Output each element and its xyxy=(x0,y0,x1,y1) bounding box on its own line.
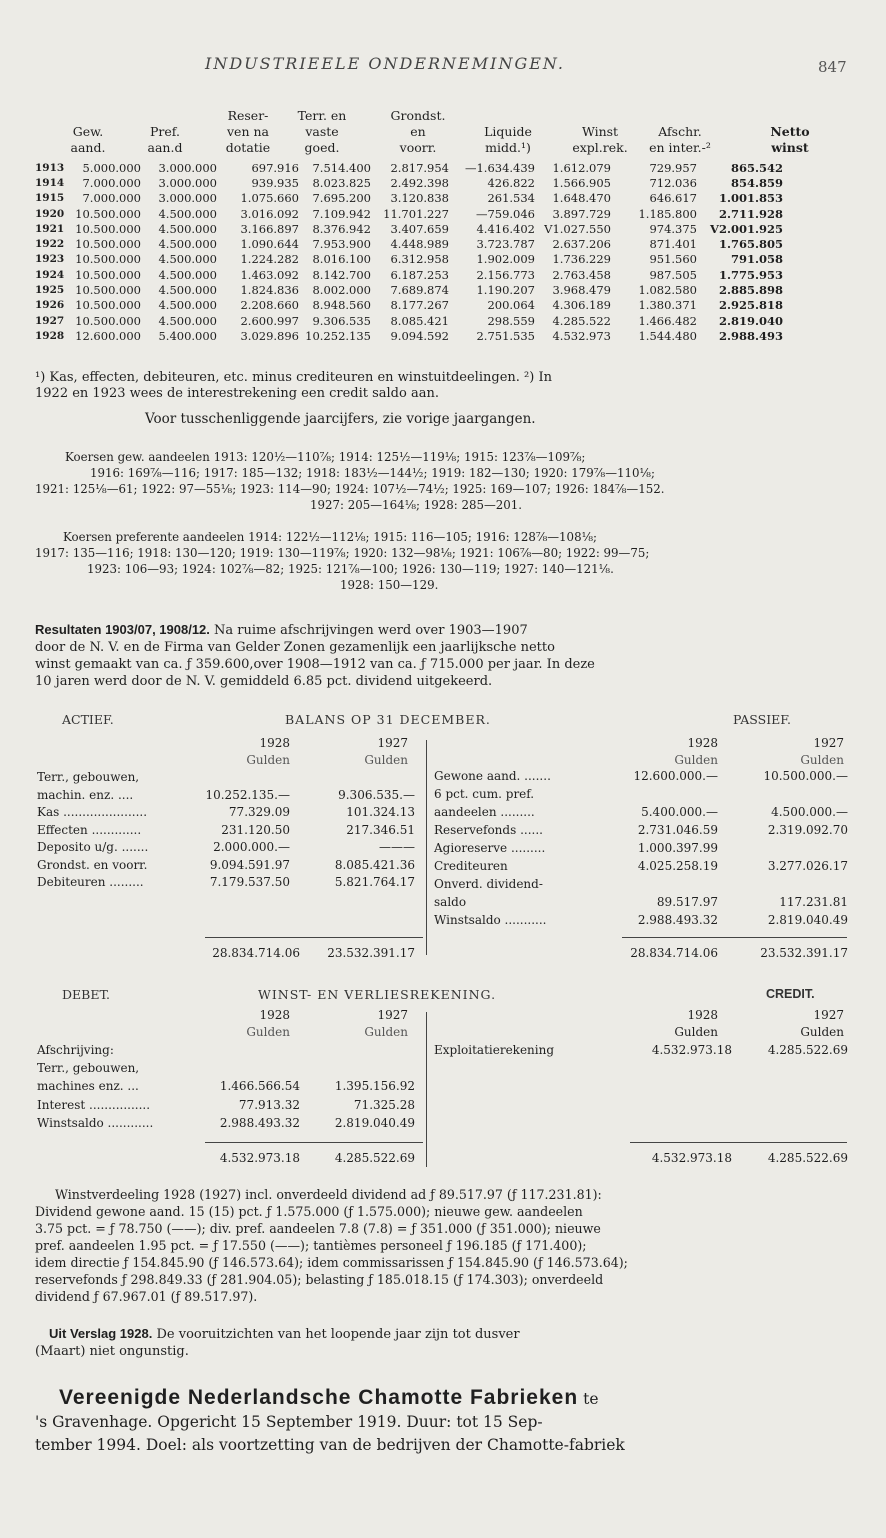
value-cell: 4.500.000 xyxy=(158,313,217,328)
total-rule xyxy=(630,1142,847,1143)
column-header: Reser- xyxy=(227,108,269,123)
total-rule xyxy=(205,937,423,938)
value-cell: 4.500.000 xyxy=(158,298,217,313)
value-cell: 697.916 xyxy=(251,160,299,175)
winstverdeeling-paragraph xyxy=(35,1186,855,1305)
value-cell: 951.560 xyxy=(649,252,697,267)
table-row xyxy=(32,175,786,190)
value-cell: 4.416.402 xyxy=(476,221,535,236)
value-cell: 8.948.560 xyxy=(312,298,371,313)
value-cell: 3.000.000 xyxy=(158,191,217,206)
table-row xyxy=(32,313,786,328)
account-value: 2.819.040.49 xyxy=(334,1115,415,1130)
value-cell: 7.109.942 xyxy=(312,206,371,221)
yearly-figures-table xyxy=(32,160,786,344)
company-paragraph: Vereenigde Nederlandsche Chamotte Fabrieken te 's Gravenhage. Opgericht 15 September 1919. Duur: tot 15 Sep- tember 1994. Doel: als voortzetting van de bedrijven der Chamotte-fabriek xyxy=(35,1386,855,1457)
value-cell: 3.407.659 xyxy=(390,221,449,236)
year-header: 1927 xyxy=(377,1008,408,1022)
table-row xyxy=(32,221,786,236)
year-cell: 1921 xyxy=(35,222,65,235)
wv-total: 4.532.973.18 xyxy=(651,1151,732,1165)
value-cell: 1.544.480 xyxy=(638,328,697,343)
account-label: 6 pct. cum. pref. xyxy=(434,787,535,801)
value-cell: 712.036 xyxy=(649,175,697,190)
value-cell: 1.765.805 xyxy=(718,237,783,252)
account-label: Onverd. dividend- xyxy=(434,877,543,891)
value-cell: 1.824.836 xyxy=(240,283,299,298)
divider xyxy=(426,740,427,955)
column-header: aan.d xyxy=(147,140,183,155)
account-value: 89.517.97 xyxy=(656,895,718,909)
value-cell: 4.500.000 xyxy=(158,237,217,252)
value-cell: 5.400.000 xyxy=(158,328,217,343)
value-cell: 6.312.958 xyxy=(390,252,449,267)
account-label: Afschrijving: xyxy=(37,1043,114,1057)
column-header: Winst xyxy=(581,124,619,139)
value-cell: 2.763.458 xyxy=(552,267,611,282)
account-value: 2.000.000.— xyxy=(213,840,290,854)
year-cell: 1913 xyxy=(35,161,65,174)
table-row xyxy=(32,282,786,297)
year-cell: 1914 xyxy=(35,176,65,189)
value-cell: 4.285.522 xyxy=(552,313,611,328)
value-cell: 2.637.206 xyxy=(552,237,611,252)
year-header: 1927 xyxy=(813,1008,844,1022)
value-cell: 10.500.000 xyxy=(75,267,141,282)
account-value: 217.346.51 xyxy=(346,822,415,837)
value-cell: —759.046 xyxy=(475,206,535,221)
value-cell: 1.566.905 xyxy=(552,175,611,190)
account-label: Exploitatierekening xyxy=(434,1043,555,1057)
koersen-gewone-aandeelen xyxy=(35,449,855,513)
value-cell: 987.505 xyxy=(649,267,697,282)
koersen-line: Koersen preferente aandeelen 1914: 122½—112⅛; 1915: 116—105; 1916: 128⅞—108⅛; xyxy=(63,530,597,544)
koersen-preferente-aandeelen xyxy=(35,529,855,593)
value-cell: 7.000.000 xyxy=(82,191,141,206)
koersen-line: 1923: 106—93; 1924: 102⅞—82; 1925: 121⅞—100; 1926: 130—119; 1927: 140—121⅛. xyxy=(87,562,614,576)
passief-label: PASSIEF. xyxy=(733,712,791,727)
koersen-line: Koersen gew. aandeelen 1913: 120½—110⅞; 1914: 125½—119⅛; 1915: 123⅞—109⅞; xyxy=(65,450,586,464)
table-row xyxy=(32,267,786,282)
account-value: 4.500.000.— xyxy=(771,805,848,819)
value-cell: 1.775.953 xyxy=(718,267,783,282)
value-cell: 2.925.818 xyxy=(718,298,783,313)
footnote xyxy=(35,370,855,402)
value-cell: 3.016.092 xyxy=(240,206,299,221)
unit-header: Gulden xyxy=(800,1025,844,1039)
unit-header: Gulden xyxy=(674,1025,718,1039)
value-cell: 9.094.592 xyxy=(390,328,449,343)
running-header: INDUSTRIEELE ONDERNEMINGEN. xyxy=(205,54,565,73)
verslag-heading: Uit Verslag 1928. xyxy=(49,1326,153,1341)
account-label: Terr., gebouwen, xyxy=(37,770,140,784)
company-line: tember 1994. Doel: als voortzetting van de bedrijven der Chamotte-fabriek xyxy=(35,1436,625,1454)
resultaten-line: winst gemaakt van ca. ƒ 359.600,over 1908—1912 van ca. ƒ 715.000 per jaar. In deze xyxy=(35,657,595,672)
actief-label: ACTIEF. xyxy=(62,712,114,727)
value-cell: 12.600.000 xyxy=(75,328,141,343)
value-cell: 3.968.479 xyxy=(552,283,611,298)
account-value: 2.319.092.70 xyxy=(767,823,848,837)
resultaten-line: door de N. V. en de Firma van Gelder Zonen gezamenlijk een jaarlijksche netto xyxy=(35,640,555,655)
account-value: 7.179.537.50 xyxy=(209,875,290,889)
value-cell: 10.500.000 xyxy=(75,221,141,236)
account-label: Effecten ............. xyxy=(37,822,142,837)
value-cell: 11.701.227 xyxy=(383,206,449,221)
year-cell: 1928 xyxy=(35,329,65,342)
year-header: 1927 xyxy=(377,736,408,750)
value-cell: 4.306.189 xyxy=(552,298,611,313)
page-number: 847 xyxy=(818,58,847,76)
value-cell: 10.500.000 xyxy=(75,252,141,267)
value-cell: 8.376.942 xyxy=(312,221,371,236)
debet-label: DEBET. xyxy=(62,987,110,1002)
resultaten-heading: Resultaten 1903/07, 1908/12. xyxy=(35,622,210,637)
winstverdeeling-line: pref. aandeelen 1.95 pct. = ƒ 17.550 (——); tantièmes personeel ƒ 196.185 (ƒ 171.400); xyxy=(35,1238,587,1253)
value-cell: 2.208.660 xyxy=(240,298,299,313)
column-header: goed. xyxy=(304,140,340,155)
value-cell: 1.648.470 xyxy=(552,191,611,206)
value-cell: 2.711.928 xyxy=(718,206,783,221)
value-cell: 4.500.000 xyxy=(158,206,217,221)
account-value: ——— xyxy=(379,840,415,854)
account-label: Agioreserve ......... xyxy=(434,841,546,855)
value-cell: 2.751.535 xyxy=(476,328,535,343)
year-header: 1928 xyxy=(259,1008,290,1022)
winstverdeeling-line: Dividend gewone aand. 15 (15) pct. ƒ 1.575.000 (ƒ 1.575.000); nieuwe gew. aandeelen xyxy=(35,1204,583,1219)
table-row xyxy=(32,206,786,221)
account-label: saldo xyxy=(434,895,467,909)
year-cell: 1920 xyxy=(35,207,65,220)
year-cell: 1924 xyxy=(35,268,65,281)
value-cell: 3.000.000 xyxy=(158,175,217,190)
value-cell: 4.500.000 xyxy=(158,283,217,298)
credit-label: CREDIT. xyxy=(766,987,815,1001)
value-cell: 1.090.644 xyxy=(240,237,299,252)
account-value: 1.395.156.92 xyxy=(334,1079,415,1094)
koersen-line: 1917: 135—116; 1918: 130—120; 1919: 130—119⅞; 1920: 132—98⅛; 1921: 106⅞—80; 1922: 99—75; xyxy=(35,546,650,560)
value-cell: 10.500.000 xyxy=(75,237,141,252)
value-cell: 8.002.000 xyxy=(312,283,371,298)
account-value: 77.913.32 xyxy=(238,1097,300,1112)
company-name: Vereenigde Nederlandsche Chamotte Fabrieken xyxy=(59,1386,579,1409)
value-cell: 4.448.989 xyxy=(390,237,449,252)
value-cell: 729.957 xyxy=(649,160,697,175)
column-header: Afschr. xyxy=(658,124,702,139)
value-cell: 871.401 xyxy=(649,237,697,252)
account-value: 71.325.28 xyxy=(353,1097,415,1112)
year-cell: 1926 xyxy=(35,299,65,312)
account-label: Kas ...................... xyxy=(37,805,148,819)
value-cell: 261.534 xyxy=(487,191,535,206)
account-value: 117.231.81 xyxy=(779,895,848,909)
account-value: 101.324.13 xyxy=(346,805,415,819)
value-cell: 8.142.700 xyxy=(312,267,371,282)
winstverdeeling-line: Winstverdeeling 1928 (1927) incl. onverdeeld dividend ad ƒ 89.517.97 (ƒ 117.231.81): xyxy=(55,1187,602,1202)
account-value: 1.000.397.99 xyxy=(637,841,718,855)
verslag-paragraph: Uit Verslag 1928. De vooruitzichten van het loopende jaar zijn tot dusver (Maart) niet ongunstig. xyxy=(35,1325,855,1360)
column-header: midd.¹) xyxy=(485,140,531,155)
koersen-line: 1916: 169⅞—116; 1917: 185—132; 1918: 183½—144½; 1919: 182—130; 1920: 179⅞—110⅛; xyxy=(90,466,655,480)
account-value: 4.285.522.69 xyxy=(767,1043,848,1057)
column-header: dotatie xyxy=(225,140,271,155)
balans-total: 23.532.391.17 xyxy=(327,946,415,960)
account-label: Terr., gebouwen, xyxy=(37,1061,140,1076)
total-rule xyxy=(205,1142,423,1143)
value-cell: 646.617 xyxy=(649,191,697,206)
account-value: 10.252.135.— xyxy=(205,787,290,802)
account-value: 4.532.973.18 xyxy=(651,1043,732,1057)
value-cell: 1.736.229 xyxy=(552,252,611,267)
value-cell: 2.156.773 xyxy=(476,267,535,282)
value-cell: 3.166.897 xyxy=(240,221,299,236)
value-cell: 1.463.092 xyxy=(240,267,299,282)
value-cell: 3.120.838 xyxy=(390,191,449,206)
table-row xyxy=(32,298,786,313)
account-label: machin. enz. .... xyxy=(37,787,134,802)
verslag-line: (Maart) niet ongunstig. xyxy=(35,1344,189,1359)
value-cell: 298.559 xyxy=(487,313,535,328)
value-cell: 1.001.853 xyxy=(718,191,783,206)
value-cell: 7.953.900 xyxy=(312,237,371,252)
account-value: 2.731.046.59 xyxy=(637,823,718,837)
value-cell: 865.542 xyxy=(730,160,783,175)
column-header: ven na xyxy=(227,124,269,139)
value-cell: 1.082.580 xyxy=(638,283,697,298)
resultaten-paragraph: Resultaten 1903/07, 1908/12. Na ruime afschrijvingen werd over 1903—1907 door de N. V. en de Firma van Gelder Zonen gezamenlijk een jaarlijksche netto winst gemaakt van ca. ƒ 359.600,over 1908—1912 van ca. ƒ 715.000 per jaar. In deze 10 jaren werd door de N. V. gemiddeld 6.85 pct. dividend uitgekeerd. xyxy=(35,621,855,690)
account-label: Winstsaldo ........... xyxy=(434,913,547,927)
value-cell: 200.064 xyxy=(487,298,535,313)
value-cell: —1.634.439 xyxy=(464,160,535,175)
koersen-line: 1927: 205—164⅛; 1928: 285—201. xyxy=(310,498,523,512)
year-header: 1928 xyxy=(259,736,290,750)
value-cell: 2.988.493 xyxy=(718,328,783,343)
value-cell: 1.380.371 xyxy=(638,298,697,313)
table-row xyxy=(32,191,786,206)
value-cell: 791.058 xyxy=(730,252,783,267)
column-header: expl.rek. xyxy=(572,140,628,155)
unit-header: Gulden xyxy=(364,1025,408,1039)
value-cell: V1.027.550 xyxy=(544,221,611,236)
value-cell: 10.500.000 xyxy=(75,283,141,298)
account-label: Gewone aand. ....... xyxy=(434,769,551,783)
value-cell: 9.306.535 xyxy=(312,313,371,328)
value-cell: 2.492.398 xyxy=(390,175,449,190)
value-cell: 3.723.787 xyxy=(476,237,535,252)
company-line: 's Gravenhage. Opgericht 15 September 1919. Duur: tot 15 Sep- xyxy=(35,1413,543,1431)
year-header: 1928 xyxy=(687,1008,718,1022)
year-header: 1928 xyxy=(687,736,718,750)
previous-years-note: Voor tusschenliggende jaarcijfers, zie vorige jaargangen. xyxy=(145,411,536,427)
value-cell: 3.029.896 xyxy=(240,328,299,343)
balans-total: 23.532.391.17 xyxy=(760,946,848,960)
value-cell: 7.695.200 xyxy=(312,191,371,206)
value-cell: 2.600.997 xyxy=(240,313,299,328)
total-rule xyxy=(622,937,847,938)
value-cell: 10.252.135 xyxy=(305,328,371,343)
value-cell: 8.023.825 xyxy=(312,175,371,190)
balans-total: 28.834.714.06 xyxy=(212,946,300,960)
account-label: Deposito u/g. ....... xyxy=(37,840,149,854)
account-value: 12.600.000.— xyxy=(633,769,718,783)
value-cell: 8.085.421 xyxy=(390,313,449,328)
value-cell: 1.466.482 xyxy=(638,313,697,328)
account-value: 10.500.000.— xyxy=(763,769,848,783)
winstverdeeling-line: dividend ƒ 67.967.01 (ƒ 89.517.97). xyxy=(35,1289,258,1304)
account-value: 2.988.493.32 xyxy=(637,913,718,927)
unit-header: Gulden xyxy=(246,753,290,767)
koersen-line: 1928: 150—129. xyxy=(340,578,439,592)
account-label: aandeelen ......... xyxy=(434,805,535,819)
value-cell: 8.016.100 xyxy=(312,252,371,267)
value-cell: 1.190.207 xyxy=(476,283,535,298)
value-cell: 1.185.800 xyxy=(638,206,697,221)
koersen-line: 1921: 125⅛—61; 1922: 97—55⅛; 1923: 114—90; 1924: 107½—74½; 1925: 169—107; 1926: 184⅞—152. xyxy=(35,482,665,496)
account-label: machines enz. ... xyxy=(37,1079,139,1094)
balans-total: 28.834.714.06 xyxy=(630,946,718,960)
account-value: 9.306.535.— xyxy=(338,787,415,802)
value-cell: 854.859 xyxy=(730,175,783,190)
value-cell: 1.224.282 xyxy=(240,252,299,267)
account-value: 2.819.040.49 xyxy=(767,913,848,927)
account-value: 231.120.50 xyxy=(221,822,290,837)
footnote-line: ¹) Kas, effecten, debiteuren, etc. minus crediteuren en winstuitdeelingen. ²) In xyxy=(35,370,552,385)
wv-total: 4.532.973.18 xyxy=(219,1151,300,1165)
table-row xyxy=(32,252,786,267)
value-cell: 6.187.253 xyxy=(390,267,449,282)
year-cell: 1915 xyxy=(35,192,65,205)
value-cell: 2.819.040 xyxy=(718,313,783,328)
column-header: vaste xyxy=(305,124,339,139)
table-row xyxy=(32,236,786,251)
unit-header: Gulden xyxy=(364,753,408,767)
unit-header: Gulden xyxy=(674,753,718,767)
account-value: 9.094.591.97 xyxy=(209,857,290,872)
value-cell: 5.000.000 xyxy=(82,160,141,175)
year-cell: 1922 xyxy=(35,238,65,251)
table-row xyxy=(32,328,786,343)
year-header: 1927 xyxy=(813,736,844,750)
value-cell: 4.500.000 xyxy=(158,267,217,282)
account-label: Debiteuren ......... xyxy=(37,875,144,889)
value-cell: 3.000.000 xyxy=(158,160,217,175)
account-value: 2.988.493.32 xyxy=(219,1115,300,1130)
year-cell: 1927 xyxy=(35,314,65,327)
value-cell: 1.075.660 xyxy=(240,191,299,206)
value-cell: 7.689.874 xyxy=(390,283,449,298)
account-value: 5.400.000.— xyxy=(641,805,718,819)
value-cell: 3.897.729 xyxy=(552,206,611,221)
account-label: Interest ................ xyxy=(37,1097,151,1112)
column-header: winst xyxy=(771,140,809,155)
account-value: 1.466.566.54 xyxy=(219,1079,300,1094)
account-label: Winstsaldo ............ xyxy=(37,1115,154,1130)
column-header: en inter.-² xyxy=(649,140,711,155)
year-cell: 1925 xyxy=(35,284,65,297)
wv-total: 4.285.522.69 xyxy=(767,1151,848,1165)
value-cell: 1.902.009 xyxy=(476,252,535,267)
column-header: Gew. xyxy=(72,124,104,139)
column-header: voorr. xyxy=(399,140,437,155)
account-value: 77.329.09 xyxy=(228,805,290,819)
column-header: en xyxy=(410,124,426,139)
column-header: Netto xyxy=(770,124,810,139)
value-cell: 426.822 xyxy=(487,175,535,190)
winstverdeeling-line: reservefonds ƒ 298.849.33 (ƒ 281.904.05); belasting ƒ 185.018.15 (ƒ 174.303); onverdeeld xyxy=(35,1272,604,1287)
value-cell: 10.500.000 xyxy=(75,206,141,221)
wv-title: WINST- EN VERLIESREKENING. xyxy=(258,987,497,1002)
account-label: Reservefonds ...... xyxy=(434,823,543,837)
account-value: 4.025.258.19 xyxy=(637,859,718,873)
value-cell: 2.885.898 xyxy=(718,283,783,298)
value-cell: 7.000.000 xyxy=(82,175,141,190)
table-row xyxy=(32,160,786,175)
account-value: 8.085.421.36 xyxy=(334,857,415,872)
footnote-line: 1922 en 1923 wees de interestrekening een credit saldo aan. xyxy=(35,386,439,401)
value-cell: 7.514.400 xyxy=(312,160,371,175)
column-header: Terr. en xyxy=(297,108,347,123)
winstverdeeling-line: 3.75 pct. = ƒ 78.750 (——); div. pref. aandeelen 7.8 (7.8) = ƒ 351.000 (ƒ 351.000); nieuwe xyxy=(35,1221,601,1236)
column-header: Grondst. xyxy=(390,108,446,123)
unit-header: Gulden xyxy=(800,753,844,767)
column-header: aand. xyxy=(70,140,106,155)
value-cell: 939.935 xyxy=(251,175,299,190)
year-cell: 1923 xyxy=(35,253,65,266)
account-label: Crediteuren xyxy=(434,859,508,873)
unit-header: Gulden xyxy=(246,1025,290,1039)
value-cell: 974.375 xyxy=(649,221,697,236)
balans-title: BALANS OP 31 DECEMBER. xyxy=(285,712,491,727)
column-header: Pref. xyxy=(150,124,180,139)
value-cell: 8.177.267 xyxy=(390,298,449,313)
divider xyxy=(426,1012,427,1167)
value-cell: 4.532.973 xyxy=(552,328,611,343)
account-value: 3.277.026.17 xyxy=(767,859,848,873)
resultaten-line: 10 jaren werd door de N. V. gemiddeld 6.85 pct. dividend uitgekeerd. xyxy=(35,674,493,689)
winstverdeeling-line: idem directie ƒ 154.845.90 (ƒ 146.573.64); idem commissarissen ƒ 154.845.90 (ƒ 146.573.64); xyxy=(35,1255,628,1270)
account-label: Grondst. en voorr. xyxy=(37,857,148,872)
value-cell: 4.500.000 xyxy=(158,221,217,236)
column-header: Liquide xyxy=(484,124,532,139)
value-cell: 1.612.079 xyxy=(552,160,611,175)
wv-total: 4.285.522.69 xyxy=(334,1151,415,1165)
value-cell: 2.817.954 xyxy=(390,160,449,175)
value-cell: V2.001.925 xyxy=(710,221,783,236)
value-cell: 10.500.000 xyxy=(75,313,141,328)
value-cell: 10.500.000 xyxy=(75,298,141,313)
value-cell: 4.500.000 xyxy=(158,252,217,267)
account-value: 5.821.764.17 xyxy=(334,875,415,889)
